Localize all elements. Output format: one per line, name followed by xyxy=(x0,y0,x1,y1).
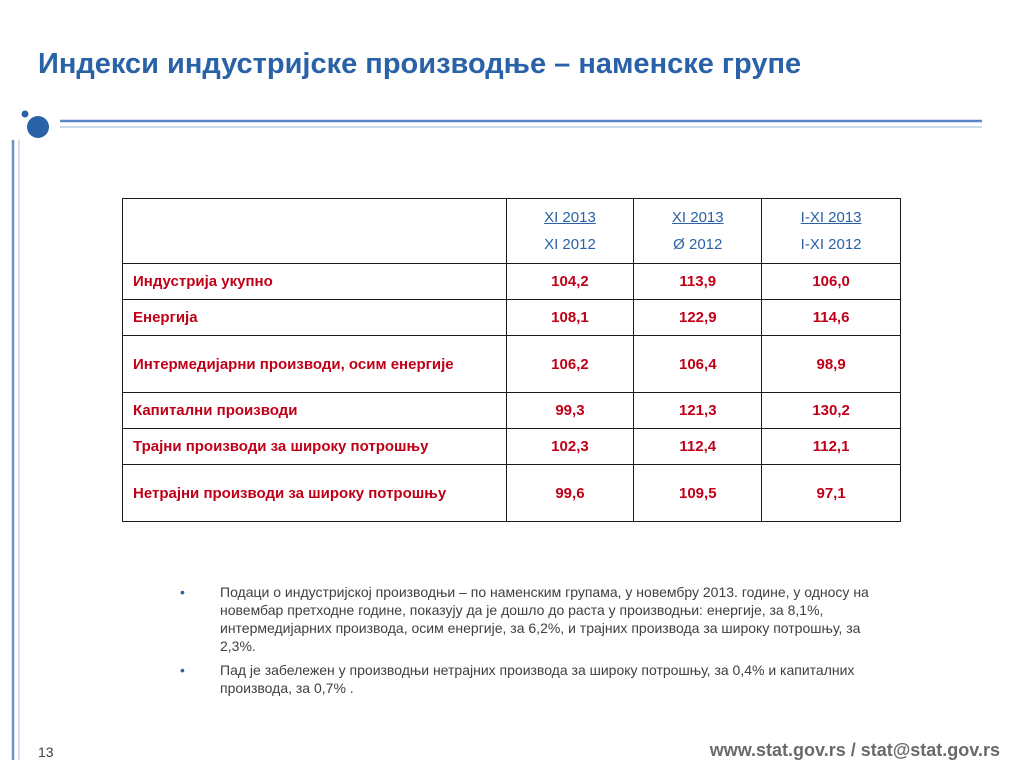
row-value: 104,2 xyxy=(506,264,634,300)
page-title: Индекси индустријске производње – наменске групе xyxy=(38,48,802,80)
production-index-table xyxy=(122,198,901,522)
header-line-top: XI 2013 xyxy=(671,209,724,226)
row-value: 114,6 xyxy=(762,300,901,336)
row-value: 109,5 xyxy=(634,465,762,522)
row-value: 112,4 xyxy=(634,429,762,465)
row-value: 106,0 xyxy=(762,264,901,300)
row-label: Индустрија укупно xyxy=(123,264,507,300)
header-line-bottom: XI 2012 xyxy=(544,236,596,253)
header-cell xyxy=(762,199,901,264)
row-value: 130,2 xyxy=(762,393,901,429)
table-row xyxy=(123,336,901,393)
table-row xyxy=(123,465,901,522)
row-value: 122,9 xyxy=(634,300,762,336)
row-value: 99,3 xyxy=(506,393,634,429)
row-label: Капитални производи xyxy=(123,393,507,429)
row-label: Трајни производи за широку потрошњу xyxy=(123,429,507,465)
row-value: 99,6 xyxy=(506,465,634,522)
row-value: 112,1 xyxy=(762,429,901,465)
table-row xyxy=(123,393,901,429)
list-item xyxy=(180,583,900,655)
header-line-bottom: I-XI 2012 xyxy=(800,236,862,253)
bullet-icon: • xyxy=(180,662,185,678)
row-value: 98,9 xyxy=(762,336,901,393)
table-row xyxy=(123,300,901,336)
page-number: 13 xyxy=(38,744,54,760)
note-text: Пад је забележен у производњи нетрајних производа за широку потрошњу, за 0,4% и капиталних производа, за 0,7% . xyxy=(220,662,855,696)
header-cell xyxy=(634,199,762,264)
row-value: 121,3 xyxy=(634,393,762,429)
table-row xyxy=(123,264,901,300)
bullet-icon: • xyxy=(180,584,185,600)
small-dot-icon xyxy=(22,111,29,118)
header-line-bottom: Ø 2012 xyxy=(673,236,723,253)
header-cell xyxy=(506,199,634,264)
row-value: 106,2 xyxy=(506,336,634,393)
footer-link[interactable]: www.stat.gov.rs / stat@stat.gov.rs xyxy=(709,740,1000,760)
row-value: 97,1 xyxy=(762,465,901,522)
header-line-top: I-XI 2013 xyxy=(800,209,862,226)
large-dot-icon xyxy=(27,116,49,138)
header-empty-cell xyxy=(123,199,507,264)
row-label: Интермедијарни производи, осим енергије xyxy=(123,336,507,393)
row-value: 102,3 xyxy=(506,429,634,465)
row-value: 106,4 xyxy=(634,336,762,393)
header-line-top: XI 2013 xyxy=(544,209,596,226)
row-value: 108,1 xyxy=(506,300,634,336)
row-label: Енергија xyxy=(123,300,507,336)
table-row xyxy=(123,429,901,465)
notes-list xyxy=(180,583,900,703)
table-header-row xyxy=(123,199,901,264)
row-label: Нетрајни производи за широку потрошњу xyxy=(123,465,507,522)
list-item xyxy=(180,661,900,697)
note-text: Подаци о индустријској производњи – по наменским групама, у новембру 2013. године, у односу на новембар претходне године, показују да је дошло до раста у производњи: енергије, за 8,1%, интермедијарних производа, осим енергије, за 6,2%, и трајних производа за широку потрошњу, за 2,3%. xyxy=(220,584,869,654)
row-value: 113,9 xyxy=(634,264,762,300)
